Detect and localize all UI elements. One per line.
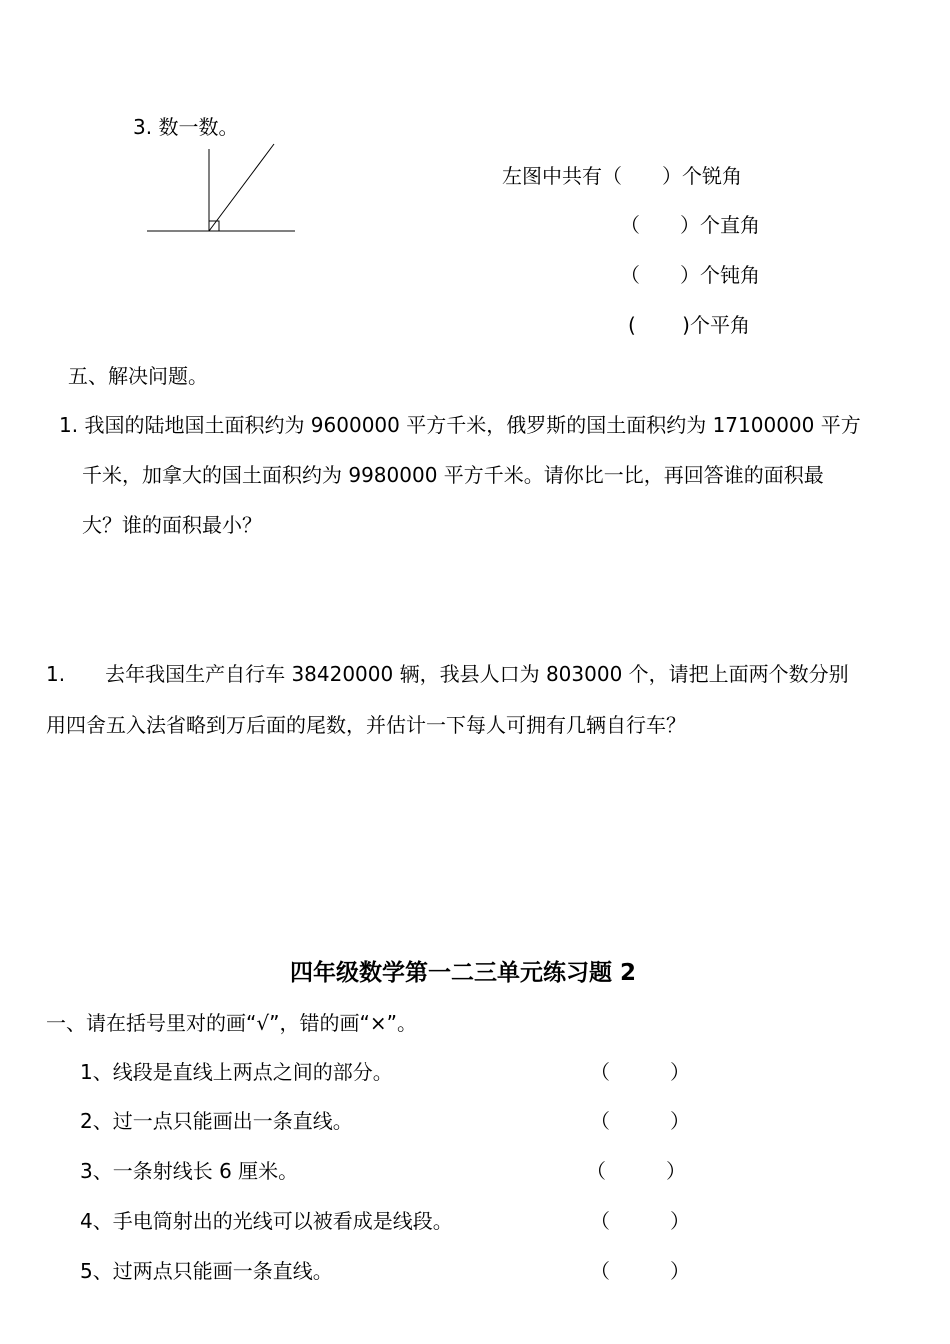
worksheet-title: 四年级数学第一二三单元练习题 2	[290, 960, 637, 986]
problem2-line1: 1. 去年我国生产自行车 38420000 辆，我县人口为 803000 个，请把上面两个数分别	[46, 662, 849, 686]
acute-angle-count-line: 左图中共有（ ）个锐角	[502, 164, 742, 188]
straight-angle-count-line: ( )个平角	[628, 313, 750, 337]
obtuse-angle-count-line: （ ）个钝角	[620, 263, 760, 287]
problem2-line2: 用四舍五入法省略到万后面的尾数，并估计一下每人可拥有几辆自行车？	[46, 713, 686, 737]
angle-figure	[140, 140, 300, 240]
answer-blank-2[interactable]: （ ）	[590, 1109, 690, 1133]
statement-4: 4、手电筒射出的光线可以被看成是线段。	[80, 1209, 453, 1233]
answer-blank-3[interactable]: （ ）	[586, 1159, 686, 1183]
statement-1: 1、线段是直线上两点之间的部分。	[80, 1060, 393, 1084]
statement-3: 3、一条射线长 6 厘米。	[80, 1159, 299, 1183]
problem1-line1: 1. 我国的陆地国土面积约为 9600000 平方千米，俄罗斯的国土面积约为 17100000 平方	[59, 413, 861, 437]
statement-5: 5、过两点只能画一条直线。	[80, 1259, 333, 1283]
statement-2: 2、过一点只能画出一条直线。	[80, 1109, 353, 1133]
problem1-line2: 千米，加拿大的国土面积约为 9980000 平方千米。请你比一比，再回答谁的面积最	[82, 463, 824, 487]
answer-blank-4[interactable]: （ ）	[590, 1209, 690, 1233]
true-false-heading: 一、请在括号里对的画“√”，错的画“×”。	[46, 1011, 417, 1035]
answer-blank-5[interactable]: （ ）	[590, 1259, 690, 1283]
answer-blank-1[interactable]: （ ）	[590, 1060, 690, 1084]
problem1-line3: 大？谁的面积最小？	[82, 513, 262, 537]
slanted-ray	[209, 144, 274, 231]
section3-heading: 3. 数一数。	[133, 115, 239, 139]
right-angle-count-line: （ ）个直角	[620, 213, 760, 237]
section5-heading: 五、解决问题。	[68, 364, 208, 388]
